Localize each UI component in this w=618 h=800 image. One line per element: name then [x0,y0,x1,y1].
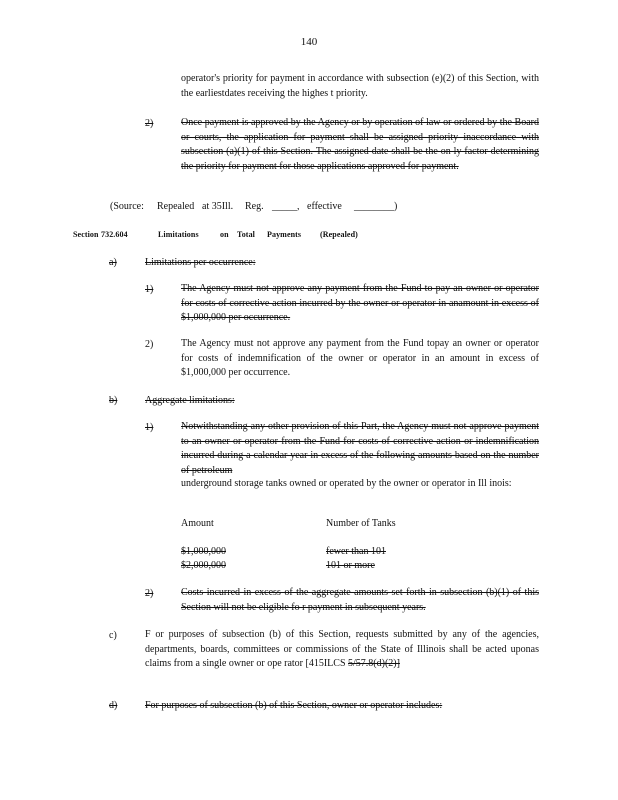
subsection-a-item-2-text: The Agency must not approve any payment from the Fund topay an owner or operator for costs of indemnification of the owner or operator in an amount in excess of $1,000,000 per occurrence. [181,338,539,379]
heading-repealed: (Repealed) [320,230,358,239]
register-reference: at 35Ill. [202,201,234,212]
subsection-c-body: F or purposes of subsection (b) of this Section, requests submitted by any of the agencies, departments, boards, committees or commissions of the State of Illinois shall be acted uponas claims from a single owner or ope rator [415ILCS [145,629,539,670]
effective-word: effective [307,201,342,212]
subsection-d-label: d) [109,700,118,711]
item-2-label: 2) [145,118,154,129]
section-heading [73,230,373,242]
subsection-c-text [145,628,539,672]
subsection-b-item-2-label: 2) [145,588,154,599]
intro-paragraph: operator's priority for payment in accordance with subsection (e)(2) of this Section, with the earliestdates receiving the highes t priority. [181,73,539,99]
table-row-2-tanks: 101 or more [326,560,375,571]
item-2-text: Once payment is approved by the Agency or by operation of law or ordered by the Board or courts, the application for payment shall be assigned priority inaccordance with subsection (a)(1) of this Section. The assigned date shall be the on ly factor determining the priority for payment for those applications approved for payment. [181,117,539,172]
table-row-1-tanks: fewer than 101 [326,546,386,557]
subsection-d-text: For purposes of subsection (b) of this Section, owner or operator includes: [145,700,443,711]
table-header-amount: Amount [181,518,214,529]
repealed-word: Repealed [157,201,195,212]
source-note [110,200,410,214]
heading-word-on: on [220,230,229,239]
blank-effective-date: ________) [354,201,398,212]
subsection-b-item-1-label: 1) [145,422,154,433]
table-row-2-amount: $2,000,000 [181,560,226,571]
subsection-a-item-1-text: The Agency must not approve any payment from the Fund to pay an owner or operator for costs of corrective action incurred by the owner or operator in anamount in excess of $1,000,000 per occurrence. [181,283,539,324]
subsection-c-citation: 5/57.8(d)(2)] [348,658,400,670]
subsection-a-label: a) [109,257,117,268]
blank-register-number: _____, [272,201,300,212]
section-number: 732.604 [101,230,128,239]
heading-word-payments: Payments [267,230,302,239]
section-word: Section [73,230,99,239]
table-header-tanks: Number of Tanks [326,518,396,529]
subsection-b-item-2-text: Costs incurred in excess of the aggregate amounts set forth in subsection (b)(1) of this Section will not be eligible fo r payment in subsequent years. [181,587,539,613]
subsection-a-title: Limitations per occurrence: [145,257,256,268]
subsection-b-title: Aggregate limitations: [145,395,235,406]
heading-word-total: Total [237,230,255,239]
subsection-a-item-2-label: 2) [145,339,154,350]
heading-word-limitations: Limitations [158,230,199,239]
subsection-c-label: c) [109,630,117,641]
source-word: (Source: [110,201,144,212]
table-row-1-amount: $1,000,000 [181,546,226,557]
reg-word: Reg. [245,201,264,212]
subsection-b-label: b) [109,395,118,406]
page-number: 140 [300,36,318,48]
subsection-a-item-1-label: 1) [145,284,154,295]
subsection-b-item-1-struck-text: Notwithstanding any other provision of this Part, the Agency must not approve payment to an owner or operator from the Fund for costs of corrective action or indemnification incurred during a calendar year in excess of the following amounts based on the number of petroleum [181,421,539,476]
subsection-b-item-1-text: underground storage tanks owned or operated by the owner or operator in Ill inois: [181,478,512,489]
